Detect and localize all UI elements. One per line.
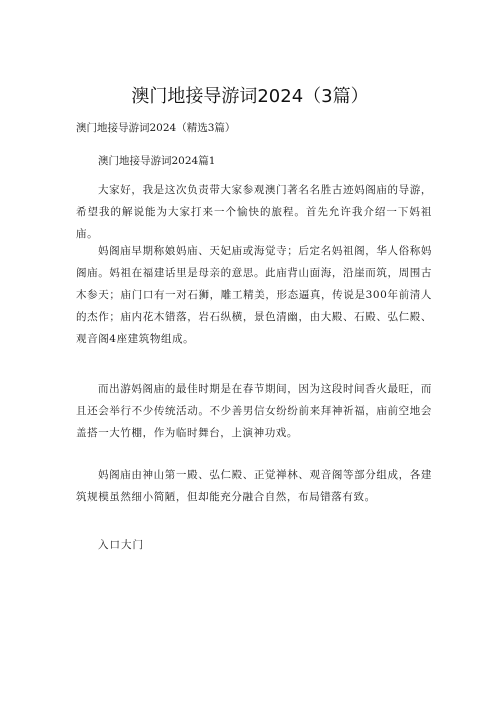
paragraph-intro: 大家好，我是这次负责带大家参观澳门著名名胜古迹妈阁庙的导游，希望我的解说能为大家打来一个愉快的旅程。首先允许我介绍一下妈祖庙。 — [76, 184, 432, 240]
document-subtitle: 澳门地接导游词2024（精选3篇） — [76, 122, 236, 134]
entrance-heading: 入口大门 — [98, 539, 144, 551]
paragraph-best-time: 而出游妈阁庙的最佳时期是在春节期间，因为这段时间香火最旺，而且还会举行不少传统活动。不少善男信女纷纷前来拜神祈福，庙前空地会盖搭一大竹棚，作为临时舞台，上演神功戏。 — [76, 383, 432, 439]
section-heading: 澳门地接导游词2024篇1 — [98, 155, 216, 167]
paragraph-layout: 妈阁庙由神山第一殿、弘仁殿、正觉禅林、观音阁等部分组成，各建筑规模虽然细小简陋，但却能充分融合自然，布局错落有致。 — [76, 469, 432, 503]
paragraph-history: 妈阁庙早期称娘妈庙、天妃庙或海觉寺；后定名妈祖阁，华人俗称妈阁庙。妈祖在福建话里是母亲的意思。此庙背山面海，沿崖而筑，周围古木参天；庙门口有一对石狮，雕工精美，形态逼真，传说是300年前清人的杰作；庙内花木错落，岩石纵横，景色清幽，由大殿、石殿、弘仁殿、观音阁4座建筑物组成。 — [76, 245, 432, 345]
document-title: 澳门地接导游词2024（3篇） — [131, 86, 369, 107]
